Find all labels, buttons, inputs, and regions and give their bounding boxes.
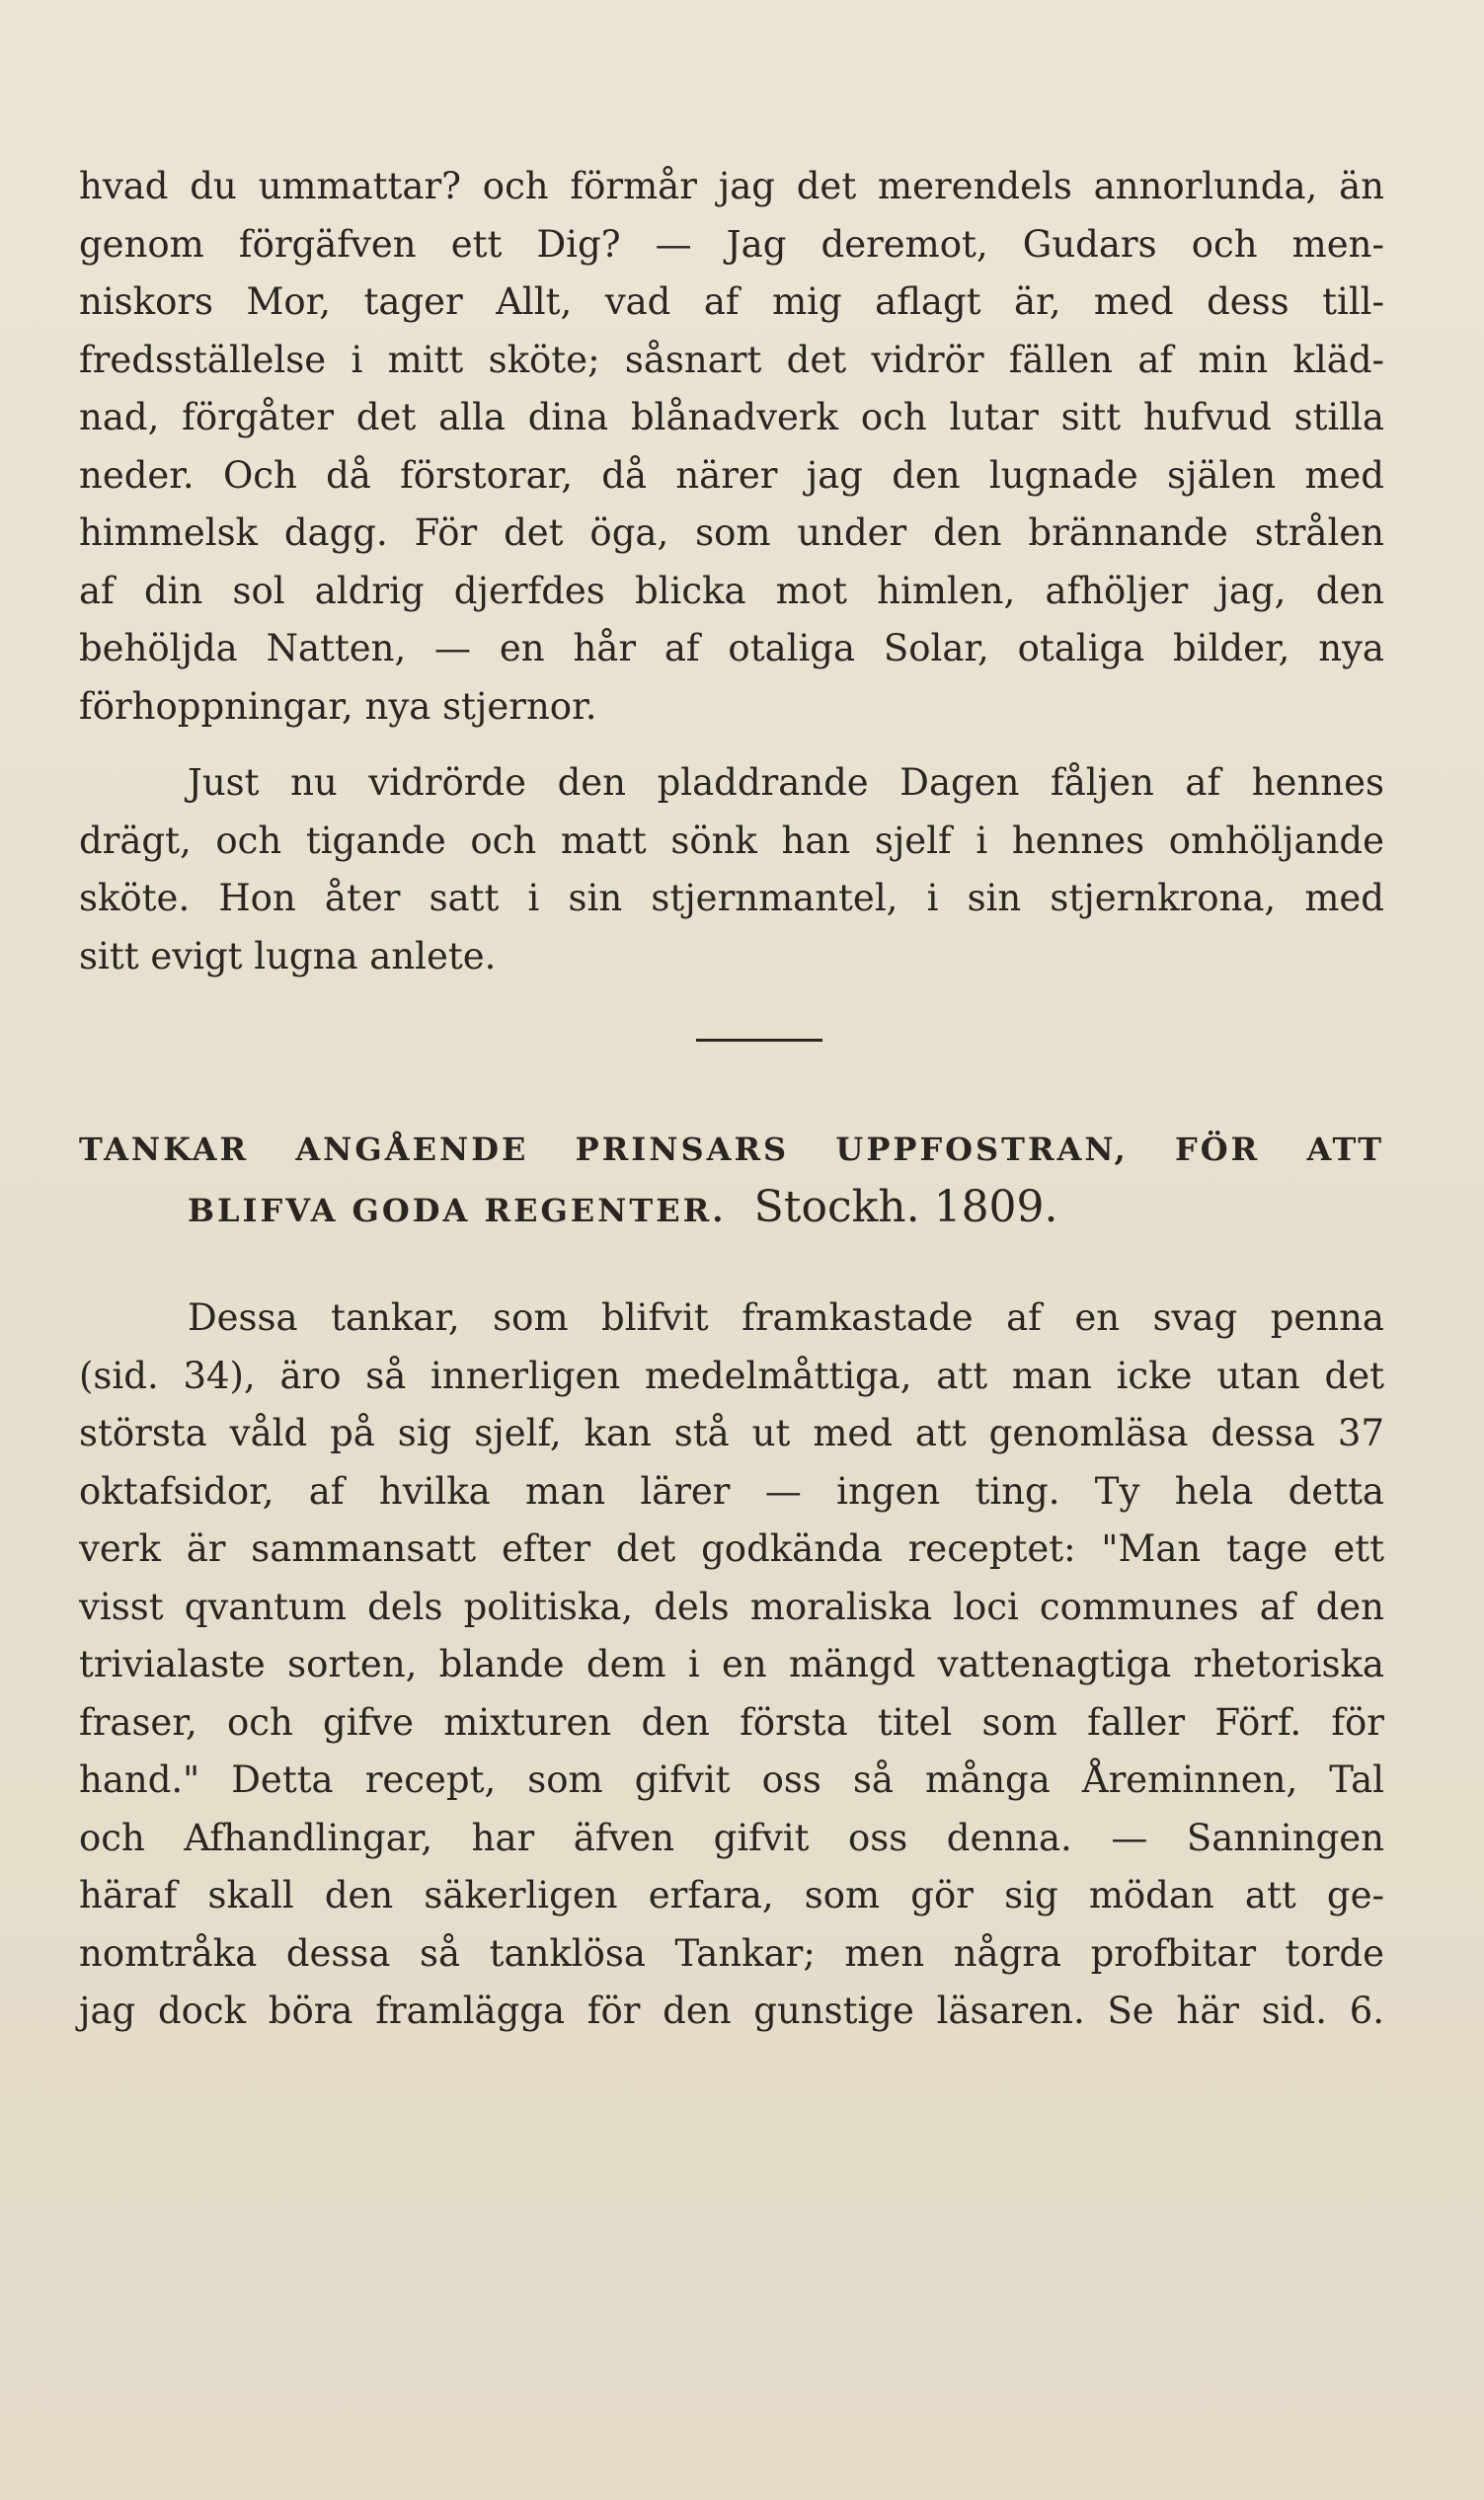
text-line: och Afhandlingar, har äfven gifvit oss denna. — Sanningen <box>79 1816 1384 1859</box>
text-line: förhoppningar, nya stjernor. <box>79 684 597 728</box>
text-line: häraf skall den säkerligen erfara, som gör sig mödan att ge- <box>79 1874 1384 1916</box>
text-line: nomtråka dessa så tanklösa Tankar; men några profbitar torde <box>79 1931 1384 1975</box>
paragraph-2 <box>79 754 1384 985</box>
text-line: hvad du ummattar? och förmår jag det merendels annorlunda, än <box>79 165 1384 207</box>
text-line: niskors Mor, tager Allt, vad af mig aflagt är, med dess till- <box>79 280 1384 323</box>
text-line: Just nu vidrörde den pladdrande Dagen fåljen af hennes <box>188 761 1384 804</box>
text-line: sköte. Hon åter satt i sin stjernmantel, i sin stjernkrona, med <box>79 877 1384 919</box>
heading-title-end: BLIFVA GODA REGENTER. <box>188 1191 727 1229</box>
text-line: fredsställelse i mitt sköte; såsnart det vidrör fällen af min kläd- <box>79 338 1384 381</box>
paragraph-1 <box>79 158 1384 736</box>
text-line: största våld på sig sjelf, kan stå ut med att genomläsa dessa 37 <box>79 1412 1384 1454</box>
text-line: trivialaste sorten, blande dem i en mängd vattenagtiga rhetoriska <box>79 1643 1384 1685</box>
text-line: visst qvantum dels politiska, dels moraliska loci communes af den <box>79 1585 1384 1628</box>
text-line: sitt evigt lugna anlete. <box>79 934 497 977</box>
heading-place-year: Stockh. 1809. <box>753 1181 1058 1232</box>
section-divider <box>696 1039 822 1042</box>
review-heading <box>79 1121 1384 1236</box>
paragraph-3 <box>79 1289 1384 2041</box>
text-line: himmelsk dagg. För det öga, som under den brännande strålen <box>79 511 1384 554</box>
text-line: af din sol aldrig djerfdes blicka mot himlen, afhöljer jag, den <box>79 569 1384 612</box>
text-line: nad, förgåter det alla dina blånadverk och lutar sitt hufvud stilla <box>79 396 1384 438</box>
text-line: behöljda Natten, — en hår af otaliga Solar, otaliga bilder, nya <box>79 627 1384 669</box>
heading-line-1: TANKAR ANGÅENDE PRINSARS UPPFOSTRAN, FÖR ATT <box>79 1131 1384 1168</box>
text-line: oktafsidor, af hvilka man lärer — ingen ting. Ty hela detta <box>79 1469 1384 1513</box>
text-line: (sid. 34), äro så innerligen medelmåttiga, att man icke utan det <box>79 1354 1384 1397</box>
text-line: fraser, och gifve mixturen den första titel som faller Förf. för <box>79 1700 1384 1744</box>
text-line: hand." Detta recept, som gifvit oss så många Åreminnen, Tal <box>79 1758 1384 1801</box>
heading-line-2 <box>79 1179 1384 1237</box>
text-line: Dessa tankar, som blifvit framkastade af en svag penna <box>188 1296 1384 1339</box>
text-line: drägt, och tigande och matt sönk han sjelf i hennes omhöljande <box>79 819 1384 862</box>
text-line: genom förgäfven ett Dig? — Jag deremot, Gudars och men- <box>79 222 1384 266</box>
text-line: jag dock böra framlägga för den gunstige läsaren. Se här sid. 6. <box>79 1990 1384 2032</box>
text-line: neder. Och då förstorar, då närer jag den lugnade själen med <box>79 453 1384 497</box>
text-line: verk är sammansatt efter det godkända receptet: "Man tage ett <box>79 1527 1384 1570</box>
